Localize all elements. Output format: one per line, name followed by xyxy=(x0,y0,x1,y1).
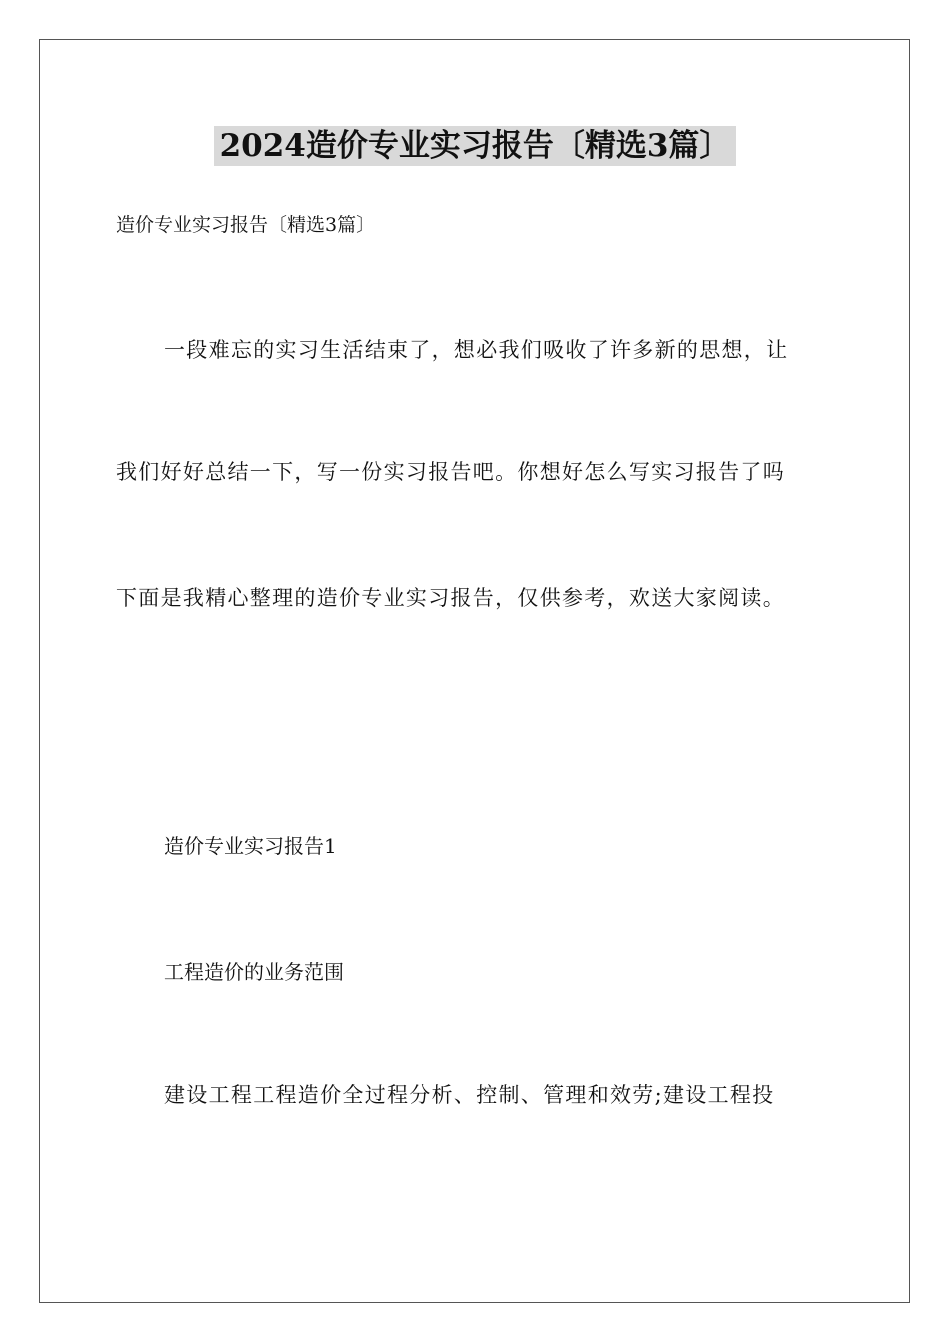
section-heading: 造价专业实习报告1 xyxy=(164,834,337,858)
subsection-heading: 工程造价的业务范围 xyxy=(164,960,344,984)
document-subtitle: 造价专业实习报告〔精选3篇〕 xyxy=(116,214,376,236)
intro-line-3: 下面是我精心整理的造价专业实习报告，仅供参考，欢送大家阅读。 xyxy=(116,586,785,610)
body-paragraph-line: 建设工程工程造价全过程分析、控制、管理和效劳;建设工程投 xyxy=(164,1083,775,1107)
document-title xyxy=(0,126,950,166)
intro-line-1: 一段难忘的实习生活结束了，想必我们吸收了许多新的思想，让 xyxy=(164,338,789,362)
intro-line-2: 我们好好总结一下，写一份实习报告吧。你想好怎么写实习报告了吗 xyxy=(116,460,785,484)
document-title-text: 2024造价专业实习报告〔精选3篇〕 xyxy=(214,126,737,166)
